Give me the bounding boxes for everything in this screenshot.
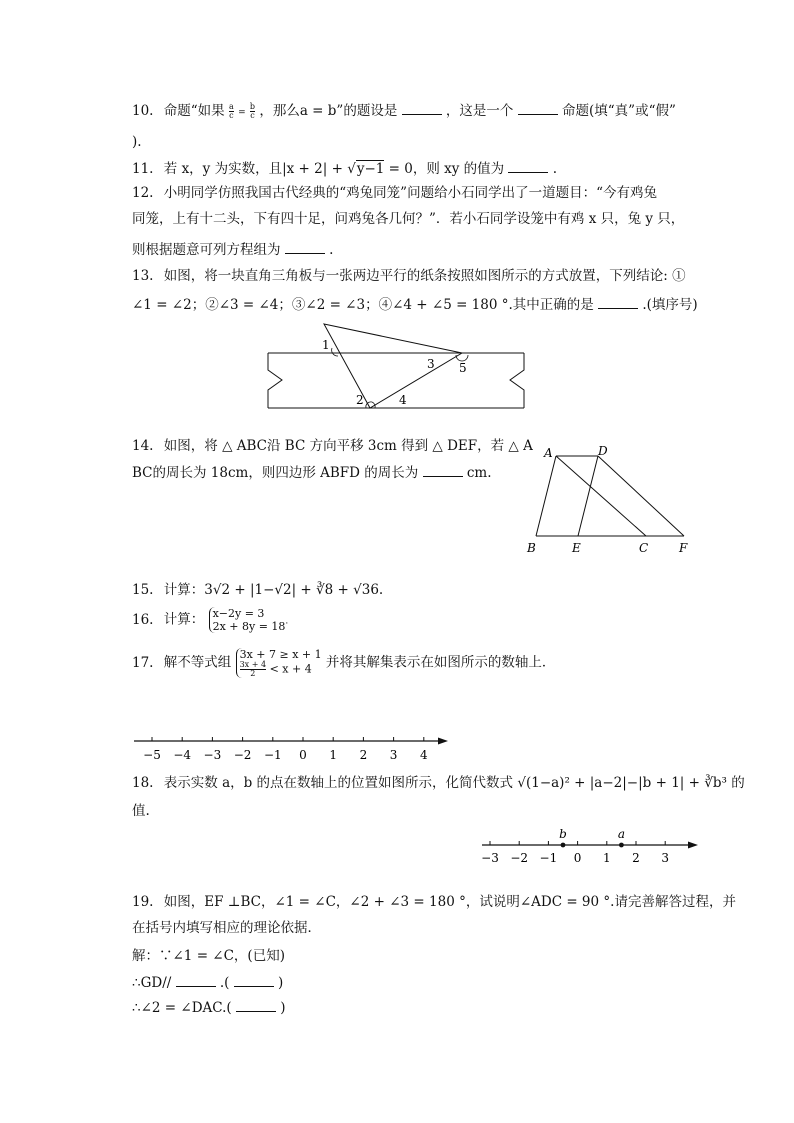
period: . bbox=[552, 161, 558, 177]
q10-text-a: 命题“如果 bbox=[163, 103, 225, 119]
axis-tick-label: 1 bbox=[602, 851, 611, 865]
q17-label: 解不等式组 bbox=[163, 654, 232, 671]
inequality-2: $\frac{3x + 4}{2}$ < x + 4 bbox=[239, 660, 312, 678]
question-number: 17. bbox=[132, 654, 154, 671]
axis-tick-label: 3 bbox=[389, 748, 398, 762]
sol2-text-b: .( bbox=[219, 975, 230, 991]
axis-tick-label: 0 bbox=[299, 748, 307, 762]
algebraic-expression: √(1−a)² + |a−2|−|b + 1| + ∛b³ bbox=[517, 775, 727, 791]
answer-blank[interactable] bbox=[598, 295, 638, 309]
answer-blank[interactable] bbox=[423, 463, 463, 477]
solution-line-1: 解：∵∠1 = ∠C，(已知) bbox=[132, 948, 285, 964]
axis-tick-label: 2 bbox=[632, 851, 640, 865]
unit-cm: cm. bbox=[466, 465, 492, 481]
axis-tick-label: −2 bbox=[510, 851, 529, 865]
fraction-3x-plus-4-over-2: $\frac{3x + 4}{2}$ bbox=[239, 660, 267, 678]
answer-blank[interactable] bbox=[508, 159, 548, 173]
question-number: 11. bbox=[132, 161, 154, 177]
q14-line-2: BC的周长为 18cm，则四边形 ABFD 的周长为 bbox=[132, 465, 419, 481]
point-label-C: C bbox=[639, 541, 649, 555]
segment-DF bbox=[598, 456, 684, 536]
angle-label-5: 5 bbox=[459, 361, 467, 375]
q13-line-2: ∠1 = ∠2；②∠3 = ∠4；③∠2 = ∠3；④∠4 + ∠5 = 180 °.其中正确的是 bbox=[132, 297, 594, 313]
solution-line-2 bbox=[132, 973, 283, 992]
axis-arrow-icon bbox=[688, 842, 698, 849]
sqrt-expression: √y−1 bbox=[347, 161, 385, 177]
answer-blank[interactable] bbox=[285, 240, 325, 254]
axis-tick-label: 0 bbox=[573, 851, 582, 865]
answer-blank[interactable] bbox=[402, 101, 442, 115]
sol2-text-c: ) bbox=[278, 975, 284, 991]
translation-figure bbox=[522, 440, 698, 558]
question-17 bbox=[132, 648, 555, 678]
axis-tick-label: −2 bbox=[233, 748, 252, 762]
q19-line-1: 如图，EF ⊥BC，∠1 = ∠C，∠2 + ∠3 = 180 °，试说明∠ADC = 90 °.请完善解答过程，并 bbox=[163, 894, 736, 910]
question-number: 10. bbox=[132, 103, 154, 119]
axis-tick-label: −1 bbox=[263, 748, 282, 762]
fraction-b-over-c: $\frac{b}{c}$ bbox=[249, 102, 256, 120]
reason-blank[interactable] bbox=[236, 998, 276, 1012]
q10-text-c: ，这是一个 bbox=[445, 103, 514, 119]
q12-line-2: 同笼，上有十二头，下有四十足，问鸡兔各几何？”．若小石同学设笼中有鸡 x 只，兔 y 只， bbox=[132, 211, 685, 227]
axis-tick-label: 4 bbox=[419, 748, 428, 762]
segment-AC bbox=[556, 456, 646, 536]
point-label-F: F bbox=[679, 541, 688, 555]
point-label-B: B bbox=[527, 541, 536, 555]
solution-line-3 bbox=[132, 998, 286, 1017]
question-number: 16. bbox=[132, 611, 154, 628]
axis-tick-label: 1 bbox=[329, 748, 338, 762]
question-14-line-2 bbox=[132, 463, 492, 482]
equation-system: x−2y = 3 2x + 8y = 18 bbox=[209, 607, 286, 633]
q12-line-3: 则根据题意可列方程组为 bbox=[132, 242, 281, 258]
angle-label-4: 4 bbox=[399, 393, 407, 407]
q11-text-b: = 0，则 xy 的值为 bbox=[388, 161, 505, 177]
point-label-a: a bbox=[617, 827, 625, 841]
point-b bbox=[561, 843, 566, 848]
q15-text: 计算：3√2 + |1−√2| + ∛8 + √36. bbox=[163, 582, 384, 598]
q19-line-2: 在括号内填写相应的理论依据． bbox=[132, 920, 321, 936]
number-line-q18 bbox=[478, 826, 704, 868]
q16-label: 计算： bbox=[163, 611, 205, 628]
point-label-E: E bbox=[572, 541, 581, 555]
question-14 bbox=[132, 437, 533, 455]
question-number: 19. bbox=[132, 894, 154, 910]
number-line-q17 bbox=[130, 728, 452, 764]
question-13 bbox=[132, 267, 686, 285]
point-a bbox=[619, 843, 624, 848]
axis-tick-label: −5 bbox=[143, 748, 161, 762]
q14-line-1: 如图，将 △ ABC沿 BC 方向平移 3cm 得到 △ DEF，若 △ A bbox=[163, 438, 533, 454]
axis-tick-label: 3 bbox=[661, 851, 670, 865]
fraction-a-over-c: $\frac{a}{c}$ bbox=[228, 102, 234, 120]
question-15 bbox=[132, 581, 383, 599]
sol3-text-b: ) bbox=[280, 1000, 286, 1016]
q17-tail: 并将其解集表示在如图所示的数轴上． bbox=[325, 654, 556, 671]
question-19 bbox=[132, 893, 736, 911]
period: . bbox=[285, 616, 289, 627]
q18-line-2: 值. bbox=[132, 803, 150, 819]
axis-tick-label: −3 bbox=[203, 748, 222, 762]
axis-tick-label: 2 bbox=[359, 748, 368, 762]
angle-1-arc bbox=[332, 348, 338, 356]
question-number: 13. bbox=[132, 268, 154, 284]
reason-blank[interactable] bbox=[234, 973, 274, 987]
answer-blank[interactable] bbox=[176, 973, 216, 987]
equals-sign: = bbox=[238, 108, 246, 118]
question-11 bbox=[132, 159, 557, 178]
period: . bbox=[329, 242, 334, 258]
q10-text-d: 命题(填“真”或“假” bbox=[562, 103, 676, 119]
angle-label-2: 2 bbox=[356, 393, 364, 407]
segment-AB bbox=[536, 456, 556, 536]
right-triangle bbox=[324, 324, 462, 408]
question-18 bbox=[132, 774, 745, 792]
q10-text-b: ，那么a = b”的题设是 bbox=[259, 103, 398, 119]
question-number: 14. bbox=[132, 438, 154, 454]
question-10-continued: ). bbox=[132, 134, 142, 150]
axis-tick-label: −1 bbox=[539, 851, 558, 865]
axis-tick-label: −3 bbox=[481, 851, 499, 865]
answer-blank[interactable] bbox=[518, 101, 558, 115]
question-12 bbox=[132, 184, 657, 202]
q13-line-2-tail: .(填序号) bbox=[642, 297, 698, 313]
segment-DE bbox=[578, 456, 598, 536]
question-12-line-3 bbox=[132, 240, 333, 259]
question-number: 15. bbox=[132, 582, 154, 598]
q12-line-1: 小明同学仿照我国古代经典的“鸡兔同笼”问题给小石同学出了一道题目：“今有鸡兔 bbox=[163, 185, 657, 201]
angle-label-1: 1 bbox=[322, 338, 330, 352]
question-16 bbox=[132, 607, 288, 633]
axis-tick-label: −4 bbox=[173, 748, 192, 762]
axis-arrow-icon bbox=[438, 738, 448, 745]
sol3-text-a: ∴∠2 = ∠DAC.( bbox=[132, 1000, 232, 1016]
point-label-D: D bbox=[598, 444, 608, 458]
angle-label-3: 3 bbox=[427, 357, 435, 371]
point-label-b: b bbox=[559, 827, 567, 841]
point-label-A: A bbox=[544, 446, 553, 460]
sol2-text-a: ∴GD// bbox=[132, 975, 172, 991]
q18-line-1-tail: 的 bbox=[731, 775, 745, 791]
inequality-system: 3x + 7 ≥ x + 1 $\frac{3x + 4}{2}$ < x + 4 bbox=[236, 648, 322, 678]
triangle-strip-figure bbox=[262, 318, 530, 416]
question-13-line-2 bbox=[132, 295, 698, 314]
question-number: 12. bbox=[132, 185, 154, 201]
strip-right-break bbox=[510, 353, 524, 408]
q13-line-1: 如图，将一块直角三角板与一张两边平行的纸条按照如图所示的方式放置，下列结论: ① bbox=[163, 268, 686, 284]
q11-text-a: 若 x，y 为实数，且|x + 2| + bbox=[163, 161, 343, 177]
q18-line-1: 表示实数 a，b 的点在数轴上的位置如图所示，化简代数式 bbox=[163, 775, 514, 791]
question-number: 18. bbox=[132, 775, 154, 791]
question-10 bbox=[132, 101, 676, 122]
strip-left-break bbox=[268, 353, 282, 408]
